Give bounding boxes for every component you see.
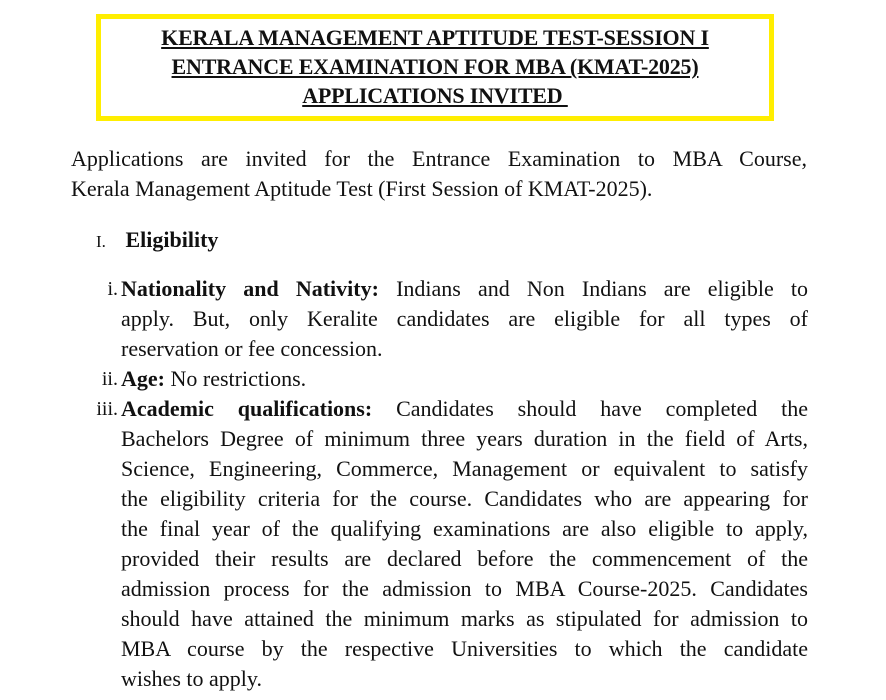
- section-title: Eligibility: [125, 227, 219, 252]
- item-line: the final year of the qualifying examinations are also eligible to apply,: [121, 516, 808, 541]
- item-numeral: ii.: [101, 368, 118, 390]
- item-line: provided their results are declared before the commencement of the: [121, 546, 808, 571]
- item-line: Bachelors Degree of minimum three years duration in the field of Arts,: [121, 426, 808, 451]
- item-text: No restrictions.: [170, 366, 307, 391]
- item-label: Nationality and Nativity:: [121, 276, 379, 301]
- item-text: Indians and Non Indians are eligible to: [396, 276, 808, 301]
- title-box: [96, 14, 774, 121]
- intro-paragraph: [71, 144, 807, 204]
- intro-line-2: Kerala Management Aptitude Test (First Session of KMAT-2025).: [71, 176, 653, 201]
- list-item-academic-qualifications: [86, 394, 808, 694]
- intro-line-1: Applications are invited for the Entrance Examination to MBA Course,: [71, 146, 807, 171]
- section-heading-eligibility: [96, 225, 218, 257]
- item-body: [121, 364, 808, 394]
- item-line: MBA course by the respective Universities to which the candidate: [121, 636, 808, 661]
- section-numeral: I.: [96, 232, 106, 251]
- item-label: Age:: [121, 366, 165, 391]
- item-line: the eligibility criteria for the course. Candidates who are appearing for: [121, 486, 808, 511]
- item-line: wishes to apply.: [121, 666, 262, 691]
- item-line: should have attained the minimum marks as stipulated for admission to: [121, 606, 808, 631]
- title-line-1: KERALA MANAGEMENT APTITUDE TEST-SESSION I: [161, 25, 709, 50]
- item-body: [121, 274, 808, 364]
- item-line: Science, Engineering, Commerce, Management or equivalent to satisfy: [121, 456, 808, 481]
- title-line-3: APPLICATIONS INVITED: [302, 83, 568, 108]
- item-numeral: i.: [107, 278, 118, 300]
- list-item-age: [86, 364, 808, 394]
- item-line: [121, 394, 808, 424]
- item-line: reservation or fee concession.: [121, 336, 383, 361]
- item-body: [121, 394, 808, 694]
- item-line: [121, 274, 808, 304]
- item-line: apply. But, only Keralite candidates are eligible for all types of: [121, 306, 808, 331]
- item-line: [121, 364, 808, 394]
- item-text: Candidates should have completed the: [396, 396, 808, 421]
- title-line-2: ENTRANCE EXAMINATION FOR MBA (KMAT-2025): [171, 54, 699, 79]
- item-line: admission process for the admission to MBA Course-2025. Candidates: [121, 576, 808, 601]
- list-item-nationality: [86, 274, 808, 364]
- item-numeral: iii.: [96, 398, 118, 420]
- item-label: Academic qualifications:: [121, 396, 373, 421]
